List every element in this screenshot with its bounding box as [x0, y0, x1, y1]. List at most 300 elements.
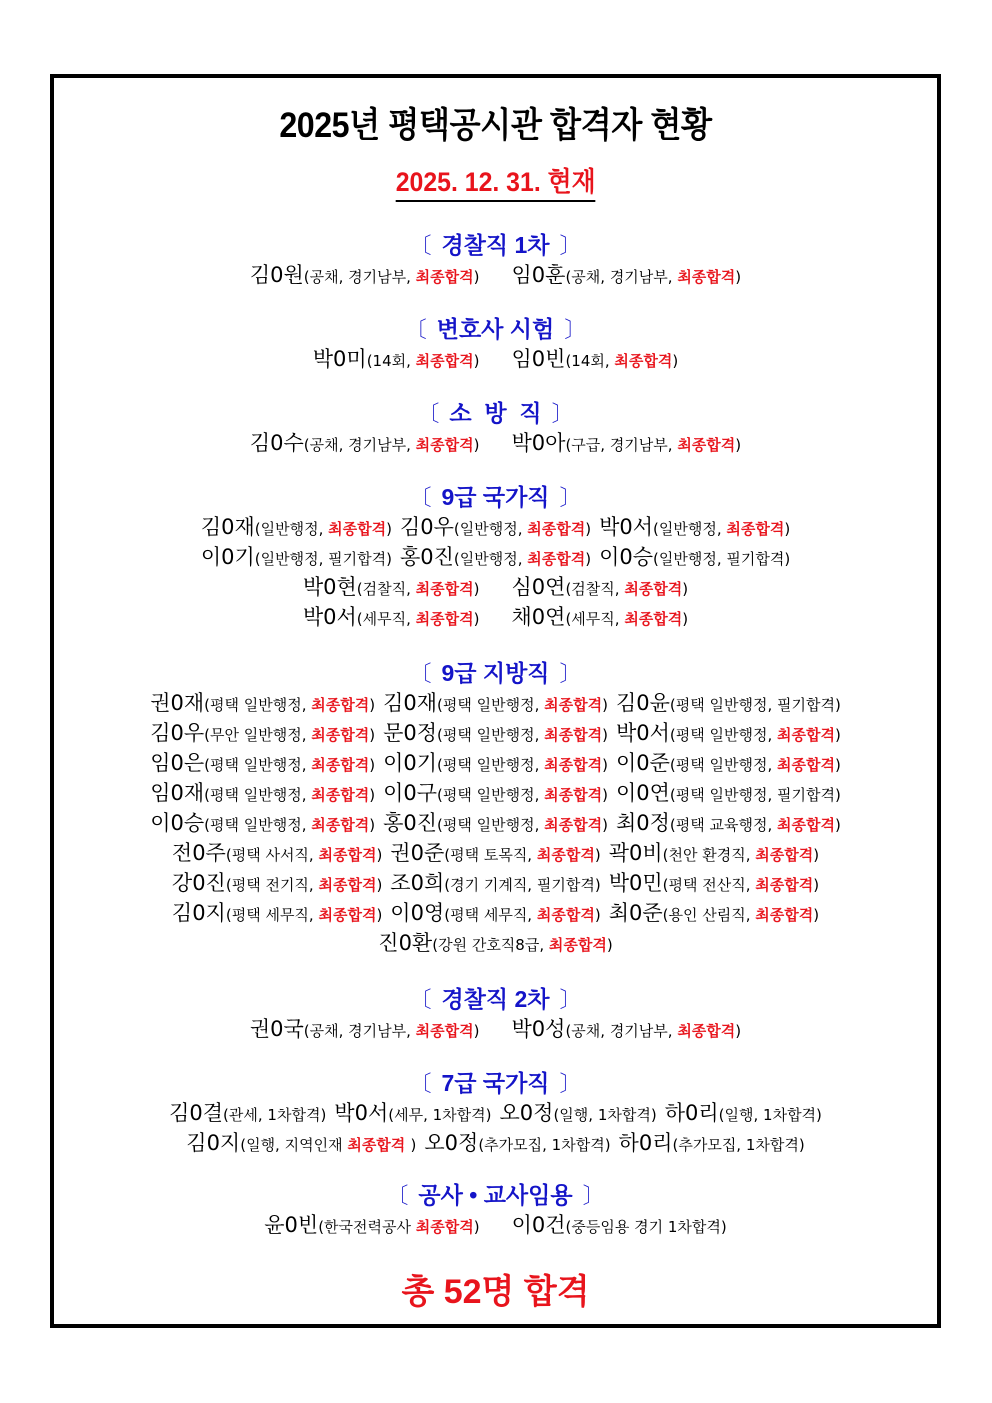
detail-text: 일반행정,	[260, 550, 329, 568]
paren-open: (	[303, 1022, 310, 1040]
list-item	[264, 1210, 479, 1242]
section	[54, 398, 937, 458]
candidate-detail	[204, 726, 375, 744]
candidate-name: 이0구	[383, 781, 437, 805]
list-item	[150, 808, 375, 840]
paren-close: )	[682, 580, 689, 598]
list-item	[172, 868, 382, 900]
candidate-name: 박0현	[302, 575, 357, 599]
result-final-badge: 최종합격	[527, 550, 586, 568]
candidate-detail	[388, 1106, 491, 1124]
paren-close: )	[386, 550, 392, 568]
paren-close: )	[606, 936, 613, 954]
candidate-name: 채0연	[511, 605, 566, 629]
paren-close: )	[816, 1106, 822, 1124]
section-heading	[54, 658, 937, 688]
candidate-detail	[223, 1106, 326, 1124]
status-date-text: 2025. 12. 31. 현재	[396, 160, 596, 202]
candidate-detail	[670, 696, 841, 714]
list-item	[172, 838, 382, 870]
section-heading-text: 변호사 시험	[436, 316, 555, 342]
paren-open: (	[356, 610, 363, 628]
detail-text: 평택 일반행정,	[675, 726, 777, 744]
candidate-detail	[565, 268, 741, 286]
detail-text: 공채, 경기남부,	[309, 268, 416, 286]
list-item	[512, 260, 742, 292]
detail-text: 경기 기계직,	[450, 876, 537, 894]
entry-row	[54, 808, 937, 838]
result-badge: 필기합격	[776, 786, 835, 804]
candidate-detail	[437, 786, 608, 804]
paren-close: )	[735, 436, 742, 454]
paren-close: )	[813, 846, 820, 864]
entry-row	[54, 572, 937, 602]
section	[54, 658, 937, 958]
section	[54, 482, 937, 632]
result-final-badge: 최종합격	[311, 726, 370, 744]
candidate-name: 김0윤	[615, 691, 670, 715]
bracket-right-icon: 〕	[559, 661, 582, 686]
detail-text: 일행,	[559, 1106, 598, 1124]
result-final-badge: 최종합격	[536, 846, 595, 864]
result-final-badge: 최종합격	[726, 520, 785, 538]
candidate-detail	[437, 816, 608, 834]
list-item	[303, 572, 480, 604]
detail-text: 추가모집,	[678, 1136, 746, 1154]
result-final-badge: 최종합격	[311, 696, 370, 714]
list-item	[512, 1210, 727, 1242]
entry-row	[54, 1014, 937, 1044]
result-final-badge: 최종합격	[776, 756, 835, 774]
paren-open: (	[718, 1106, 725, 1124]
paren-close: )	[386, 520, 392, 538]
list-item	[512, 428, 742, 460]
result-final-badge: 최종합격	[614, 352, 673, 370]
candidate-name: 김0지	[171, 901, 226, 925]
paren-close: )	[320, 1106, 327, 1124]
section-heading-text: 9급 국가직	[441, 484, 550, 510]
detail-text: 일행,	[724, 1106, 764, 1124]
list-item	[169, 1098, 326, 1130]
detail-text: 일반행정,	[260, 520, 329, 538]
paren-close: )	[473, 610, 480, 628]
candidate-name: 문0정	[383, 721, 437, 745]
result-final-badge: 최종합격	[624, 610, 683, 628]
section	[54, 1180, 937, 1240]
candidate-name: 권0준	[390, 841, 445, 865]
paren-close: )	[784, 520, 791, 538]
candidate-detail	[367, 352, 480, 370]
list-item	[378, 928, 612, 960]
bracket-right-icon: 〕	[551, 401, 574, 426]
entry-row	[54, 512, 937, 542]
detail-text: 검찰직,	[571, 580, 625, 598]
detail-text: 평택 세무직,	[450, 906, 537, 924]
candidate-detail	[204, 786, 375, 804]
bracket-left-icon: 〔	[386, 1183, 409, 1208]
paren-open: (	[437, 756, 443, 774]
list-item	[500, 1098, 657, 1130]
candidate-detail	[653, 550, 790, 568]
result-badge: 1차합격	[763, 1106, 817, 1124]
paren-open: (	[669, 726, 676, 744]
candidate-detail	[304, 1022, 480, 1040]
paren-close: )	[834, 786, 841, 804]
paren-close: )	[473, 268, 480, 286]
candidate-detail	[719, 1106, 822, 1124]
candidate-name: 강0진	[171, 871, 226, 895]
detail-text: 평택 일반행정,	[442, 756, 545, 774]
paren-open: (	[318, 1218, 325, 1236]
candidate-detail	[444, 876, 600, 894]
paren-open: (	[565, 1022, 572, 1040]
detail-text: 일반행정,	[459, 520, 528, 538]
list-item	[383, 688, 608, 720]
candidate-detail	[444, 846, 600, 864]
paren-open: (	[356, 580, 363, 598]
entry-row	[54, 838, 937, 868]
paren-close: )	[369, 696, 376, 714]
paren-close: )	[473, 1022, 480, 1040]
entry-row	[54, 1210, 937, 1240]
candidate-detail	[444, 906, 600, 924]
candidate-name: 김0결	[169, 1101, 224, 1125]
list-item	[619, 1128, 805, 1160]
list-item	[390, 838, 600, 870]
paren-close: )	[485, 1106, 492, 1124]
paren-close: )	[473, 580, 480, 598]
candidate-name: 이0기	[383, 751, 437, 775]
paren-open: (	[225, 846, 232, 864]
list-item	[390, 898, 600, 930]
candidate-name: 하0리	[664, 1101, 719, 1125]
list-item	[400, 542, 591, 574]
detail-text: 관세,	[228, 1106, 268, 1124]
candidate-detail	[454, 550, 591, 568]
candidate-detail	[204, 696, 375, 714]
paren-open: (	[303, 436, 310, 454]
candidate-name: 김0수	[249, 431, 304, 455]
paren-open: (	[662, 846, 669, 864]
candidate-detail	[565, 436, 741, 454]
candidate-detail	[663, 846, 819, 864]
list-item	[186, 1128, 416, 1160]
result-final-badge: 최종합격	[677, 436, 736, 454]
list-item	[201, 512, 392, 544]
list-item	[609, 868, 819, 900]
candidate-name: 이0영	[390, 901, 445, 925]
result-final-badge: 최종합격	[415, 610, 474, 628]
candidate-detail	[255, 520, 392, 538]
result-final-badge: 최종합격	[415, 1218, 474, 1236]
candidate-name: 박0성	[511, 1017, 566, 1041]
result-final-badge: 최종합격	[347, 1136, 411, 1154]
result-final-badge: 최종합격	[755, 876, 814, 894]
section-heading	[54, 230, 937, 260]
list-item	[201, 542, 392, 574]
candidate-detail	[670, 786, 841, 804]
list-item	[334, 1098, 491, 1130]
document-frame	[50, 74, 941, 1328]
total-count: 총 52명 합격	[401, 1273, 590, 1311]
paren-open: (	[204, 696, 210, 714]
section-heading-text: 7급 국가직	[441, 1070, 550, 1096]
entry-row	[54, 344, 937, 374]
bracket-left-icon: 〔	[409, 987, 432, 1012]
paren-close: )	[813, 876, 820, 894]
result-final-badge: 최종합격	[328, 520, 387, 538]
candidate-name: 김0원	[249, 263, 304, 287]
detail-text: 평택 전산직,	[668, 876, 756, 894]
candidate-name: 박0아	[511, 431, 566, 455]
candidate-name: 이0준	[615, 751, 670, 775]
candidate-detail	[204, 816, 375, 834]
paren-close: )	[650, 1106, 657, 1124]
result-final-badge: 최종합격	[318, 906, 377, 924]
list-item	[383, 718, 608, 750]
detail-text: 평택 교육행정,	[675, 816, 777, 834]
candidate-detail	[240, 1136, 416, 1154]
candidate-detail	[226, 906, 382, 924]
candidate-name: 김0재	[383, 691, 437, 715]
paren-close: )	[594, 876, 601, 894]
paren-close: )	[602, 786, 608, 804]
list-item	[303, 602, 480, 634]
list-item	[616, 808, 841, 840]
bracket-left-icon: 〔	[417, 401, 440, 426]
candidate-detail	[565, 352, 678, 370]
paren-open: (	[565, 352, 572, 370]
paren-close: )	[672, 352, 679, 370]
result-badge: 1차합격	[551, 1136, 605, 1154]
paren-close: )	[834, 726, 841, 744]
paren-close: )	[376, 876, 383, 894]
section-heading	[54, 314, 937, 344]
list-item	[383, 808, 608, 840]
list-item	[390, 868, 600, 900]
paren-close: )	[473, 352, 480, 370]
candidate-detail	[437, 756, 608, 774]
detail-text: 공채, 경기남부,	[571, 1022, 678, 1040]
candidate-name: 이0연	[615, 781, 670, 805]
detail-text: 일행, 지역인재	[246, 1136, 348, 1154]
paren-close: )	[834, 816, 841, 834]
detail-text: 공채, 경기남부,	[571, 268, 678, 286]
paren-close: )	[376, 846, 383, 864]
paren-close: )	[369, 756, 376, 774]
candidate-name: 김0우	[150, 721, 205, 745]
bracket-right-icon: 〕	[564, 317, 587, 342]
candidate-name: 박0서	[599, 515, 653, 539]
paren-open: (	[669, 786, 676, 804]
candidate-name: 홍0진	[383, 811, 437, 835]
candidate-name: 임0재	[150, 781, 205, 805]
detail-text: 평택 일반행정,	[675, 786, 777, 804]
detail-text: 평택 사서직,	[231, 846, 319, 864]
section	[54, 1068, 937, 1158]
detail-text: 평택 일반행정,	[442, 696, 545, 714]
paren-open: (	[437, 786, 443, 804]
paren-open: (	[432, 936, 439, 954]
result-final-badge: 최종합격	[776, 726, 835, 744]
detail-text: 추가모집,	[484, 1136, 552, 1154]
result-final-badge: 최종합격	[415, 436, 474, 454]
list-item	[616, 748, 841, 780]
list-item	[512, 572, 689, 604]
paren-open: (	[669, 816, 676, 834]
paren-close: )	[585, 550, 592, 568]
list-item	[383, 748, 608, 780]
candidate-name: 임0은	[150, 751, 205, 775]
bracket-right-icon: 〕	[559, 485, 582, 510]
paren-open: (	[204, 756, 210, 774]
candidate-name: 오0정	[424, 1131, 479, 1155]
section-heading-text: 경찰직 2차	[441, 986, 550, 1012]
detail-text: 강원 간호직8급,	[438, 936, 549, 954]
candidate-name: 최0준	[608, 901, 663, 925]
document-title: 2025년 평택공시관 합격자 현황	[279, 106, 712, 145]
candidate-detail	[478, 1136, 610, 1154]
result-final-badge: 최종합격	[755, 846, 814, 864]
paren-open: (	[204, 786, 210, 804]
paren-close: )	[594, 846, 601, 864]
paren-close: )	[602, 756, 608, 774]
detail-text: 일반행정,	[459, 550, 528, 568]
paren-close: )	[735, 1022, 742, 1040]
detail-text: 공채, 경기남부,	[309, 436, 416, 454]
detail-text: 용인 산림직,	[668, 906, 756, 924]
detail-text: 중등임용 경기	[571, 1218, 668, 1236]
candidate-name: 윤0빈	[264, 1213, 319, 1237]
detail-text: 세무,	[394, 1106, 433, 1124]
list-item	[313, 344, 480, 376]
paren-close: )	[473, 1218, 480, 1236]
detail-text: 평택 일반행정,	[675, 756, 777, 774]
paren-open: (	[444, 846, 451, 864]
paren-open: (	[565, 610, 572, 628]
detail-text: 평택 세무직,	[231, 906, 319, 924]
detail-text: 평택 일반행정,	[442, 816, 545, 834]
list-item	[383, 778, 608, 810]
candidate-detail	[670, 726, 841, 744]
section-heading-text: 경찰직 1차	[441, 232, 550, 258]
detail-text: 세무직,	[362, 610, 416, 628]
result-badge: 1차합격	[745, 1136, 799, 1154]
list-item	[616, 778, 841, 810]
paren-open: (	[653, 550, 659, 568]
candidate-detail	[565, 610, 688, 628]
section-heading-text: 소 방 직	[449, 400, 542, 426]
entry-row	[54, 542, 937, 572]
result-final-badge: 최종합격	[544, 696, 603, 714]
paren-open: (	[565, 268, 572, 286]
paren-open: (	[669, 756, 676, 774]
candidate-detail	[226, 876, 382, 894]
candidate-detail	[566, 1218, 727, 1236]
candidate-detail	[454, 520, 591, 538]
result-badge: 필기합격	[536, 876, 595, 894]
entry-row	[54, 718, 937, 748]
paren-open: (	[669, 696, 676, 714]
paren-open: (	[453, 520, 460, 538]
paren-close: )	[735, 268, 742, 286]
paren-open: (	[225, 906, 232, 924]
candidate-name: 이0건	[511, 1213, 566, 1237]
list-item	[512, 344, 679, 376]
candidate-name: 전0주	[171, 841, 226, 865]
paren-open: (	[565, 580, 572, 598]
result-final-badge: 최종합격	[624, 580, 683, 598]
entry-row	[54, 602, 937, 632]
detail-text: 공채, 경기남부,	[309, 1022, 416, 1040]
candidate-name: 심0연	[511, 575, 566, 599]
entry-row	[54, 1098, 937, 1128]
section-heading	[54, 984, 937, 1014]
section-heading-text: 공사 • 교사임용	[418, 1182, 573, 1208]
paren-open: (	[204, 816, 210, 834]
result-badge: 1차합격	[432, 1106, 486, 1124]
section-heading	[54, 398, 937, 428]
detail-text: 검찰직,	[362, 580, 416, 598]
result-final-badge: 최종합격	[527, 520, 586, 538]
result-badge: 1차합격	[267, 1106, 321, 1124]
paren-open: (	[437, 816, 443, 834]
result-final-badge: 최종합격	[544, 726, 603, 744]
paren-close: )	[369, 726, 376, 744]
paren-close: )	[784, 550, 791, 568]
result-final-badge: 최종합격	[544, 786, 603, 804]
candidate-name: 오0정	[499, 1101, 554, 1125]
candidate-name: 박0서	[615, 721, 670, 745]
paren-open: (	[478, 1136, 485, 1154]
paren-open: (	[240, 1136, 247, 1154]
result-final-badge: 최종합격	[677, 1022, 736, 1040]
paren-close: )	[602, 696, 608, 714]
section	[54, 314, 937, 374]
candidate-name: 임0훈	[511, 263, 566, 287]
list-item	[609, 838, 819, 870]
result-final-badge: 최종합격	[544, 816, 603, 834]
detail-text: 무안 일반행정,	[209, 726, 312, 744]
entry-row	[54, 778, 937, 808]
paren-close: )	[473, 436, 480, 454]
bracket-right-icon: 〕	[559, 233, 582, 258]
list-item	[599, 542, 790, 574]
status-date	[54, 160, 937, 202]
entry-row	[54, 928, 937, 958]
paren-close: )	[602, 816, 608, 834]
candidate-detail	[357, 580, 480, 598]
section-heading-text: 9급 지방직	[441, 660, 550, 686]
result-badge: 필기합격	[328, 550, 387, 568]
paren-close: )	[376, 906, 383, 924]
detail-text: 평택 일반행정,	[442, 726, 545, 744]
entry-row	[54, 1128, 937, 1158]
paren-open: (	[437, 696, 443, 714]
detail-text: 평택 일반행정,	[209, 816, 312, 834]
paren-close: )	[834, 756, 841, 774]
list-item	[512, 602, 689, 634]
candidate-name: 박0민	[608, 871, 663, 895]
paren-close: )	[602, 726, 608, 744]
result-final-badge: 최종합격	[548, 936, 607, 954]
result-badge: 1차합격	[597, 1106, 651, 1124]
section-heading	[54, 1068, 937, 1098]
candidate-name: 최0정	[615, 811, 670, 835]
detail-text: 평택 토목직,	[450, 846, 537, 864]
list-item	[616, 718, 841, 750]
section-heading	[54, 1180, 937, 1210]
